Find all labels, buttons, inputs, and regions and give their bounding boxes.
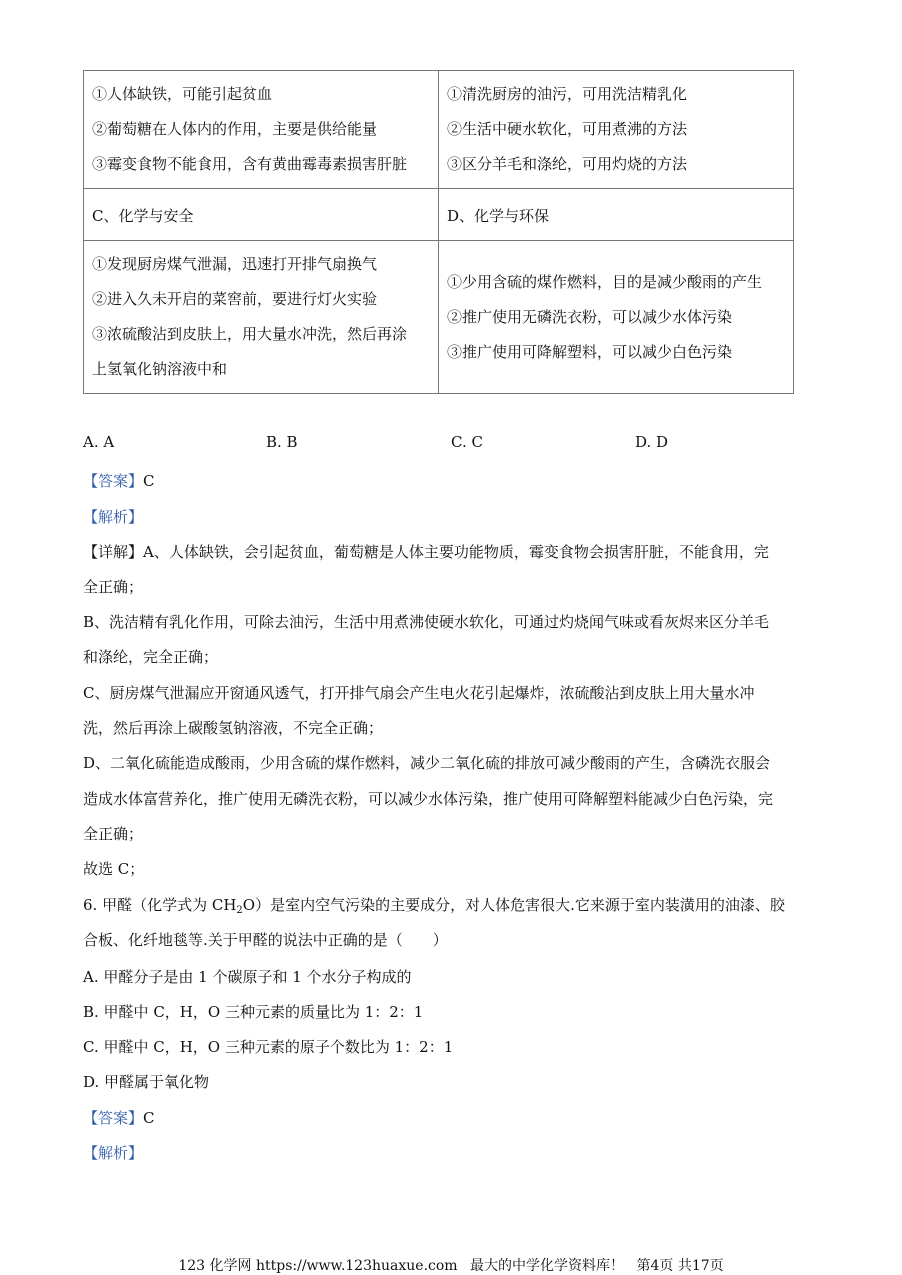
table-line: ①少用含硫的煤作燃料，目的是减少酸雨的产生 bbox=[447, 272, 763, 291]
q5-detail-line: 全正确； bbox=[83, 825, 144, 843]
table-row bbox=[84, 241, 794, 394]
footer-page-number: 第4页 共17页 bbox=[636, 1258, 724, 1274]
page-footer bbox=[0, 1255, 902, 1275]
q5-detail-line: 造成水体富营养化，推广使用无磷洗衣粉，可以减少水体污染，推广使用可降解塑料能减少白色污染，完 bbox=[83, 790, 774, 808]
table-header-c: C、化学与安全 bbox=[84, 189, 439, 241]
q6-answer bbox=[83, 1107, 823, 1128]
detail-tag: 【详解】 bbox=[83, 543, 144, 561]
knowledge-table bbox=[83, 70, 794, 394]
footer-site: 123 化学网 https://www.123huaxue.com bbox=[178, 1258, 458, 1274]
table-line: ①发现厨房煤气泄漏，迅速打开排气扇换气 bbox=[92, 255, 378, 273]
q5-option-b: B. B bbox=[266, 433, 298, 451]
table-header-d: D、化学与环保 bbox=[439, 189, 794, 241]
answer-tag: 【答案】 bbox=[83, 1109, 144, 1127]
q5-option-a: A. A bbox=[83, 433, 115, 451]
q6-option-b: B. 甲醛中 C，H，O 三种元素的质量比为 1：2：1 bbox=[83, 1003, 424, 1021]
table-line: ①人体缺铁，可能引起贫血 bbox=[92, 85, 273, 103]
table-line: ①清洗厨房的油污，可用洗洁精乳化 bbox=[447, 85, 688, 103]
q6-stem bbox=[83, 894, 823, 916]
q5-detail-line bbox=[83, 541, 823, 562]
table-line: ②葡萄糖在人体内的作用，主要是供给能量 bbox=[92, 120, 378, 138]
table-line: ③推广使用可降解塑料，可以减少白色污染 bbox=[447, 342, 733, 361]
table-line: ③霉变食物不能食用，含有黄曲霉毒素损害肝脏 bbox=[92, 155, 408, 173]
q6-stem-subscript: 2 bbox=[236, 905, 243, 916]
table-line: ②生活中硬水软化，可用煮沸的方法 bbox=[447, 120, 688, 138]
q5-conclusion: 故选 C； bbox=[83, 860, 145, 878]
analysis-tag: 【解析】 bbox=[83, 508, 144, 526]
analysis-tag: 【解析】 bbox=[83, 1144, 144, 1162]
table-line: ②进入久未开启的菜窖前，要进行灯火实验 bbox=[92, 290, 378, 308]
table-line: ③浓硫酸沾到皮肤上，用大量水冲洗，然后再涂 bbox=[92, 325, 408, 343]
q6-option-d: D. 甲醛属于氧化物 bbox=[83, 1073, 210, 1091]
q5-answer bbox=[83, 470, 823, 491]
table-row bbox=[84, 71, 794, 189]
table-line: 上氢氧化钠溶液中和 bbox=[92, 360, 228, 378]
table-line: ②推广使用无磷洗衣粉，可以减少水体污染 bbox=[447, 307, 733, 326]
q5-detail-line: 和涤纶，完全正确； bbox=[83, 648, 219, 666]
footer-slogan: 最大的中学化学资料库！ bbox=[470, 1258, 625, 1274]
q5-detail-line: C、厨房煤气泄漏应开窗通风透气，打开排气扇会产生电火花引起爆炸，浓硫酸沾到皮肤上用大量水冲 bbox=[83, 684, 755, 702]
table-cell-b-content bbox=[439, 71, 794, 189]
q5-detail-line: B、洗洁精有乳化作用，可除去油污，生活中用煮沸使硬水软化，可通过灼烧闻气味或看灰烬来区分羊毛 bbox=[83, 613, 770, 631]
q6-stem-line2: 合板、化纤地毯等.关于甲醛的说法中正确的是（ ） bbox=[83, 931, 448, 949]
answer-value: C bbox=[143, 1109, 155, 1127]
q5-option-c: C. C bbox=[451, 433, 483, 451]
table-line: ③区分羊毛和涤纶，可用灼烧的方法 bbox=[447, 155, 688, 173]
table-cell-a-content bbox=[84, 71, 439, 189]
answer-tag: 【答案】 bbox=[83, 472, 144, 490]
detail-text: A、人体缺铁，会引起贫血，葡萄糖是人体主要功能物质，霉变食物会损害肝脏，不能食用，完 bbox=[143, 543, 769, 561]
table-cell-c-content bbox=[84, 241, 439, 394]
table-row bbox=[84, 189, 794, 241]
q5-options bbox=[83, 433, 803, 459]
q6-option-c: C. 甲醛中 C，H，O 三种元素的原子个数比为 1：2：1 bbox=[83, 1038, 454, 1056]
q5-detail-line: 全正确； bbox=[83, 578, 144, 596]
answer-value: C bbox=[143, 472, 155, 490]
q6-analysis-heading bbox=[83, 1142, 823, 1163]
q5-detail-line: 洗，然后再涂上碳酸氢钠溶液，不完全正确； bbox=[83, 719, 384, 737]
q5-detail-line: D、二氧化硫能造成酸雨，少用含硫的煤作燃料，减少二氧化硫的排放可减少酸雨的产生，含磷洗衣服会 bbox=[83, 754, 771, 772]
q5-option-d: D. D bbox=[635, 433, 669, 451]
q5-analysis-heading bbox=[83, 506, 823, 527]
q6-stem-part: O）是室内空气污染的主要成分，对人体危害很大.它来源于室内装潢用的油漆、胶 bbox=[242, 896, 785, 914]
q6-stem-part: 6. 甲醛（化学式为 CH bbox=[83, 896, 237, 914]
q6-option-a: A. 甲醛分子是由 1 个碳原子和 1 个水分子构成的 bbox=[83, 968, 412, 986]
table-cell-d-content bbox=[439, 241, 794, 394]
